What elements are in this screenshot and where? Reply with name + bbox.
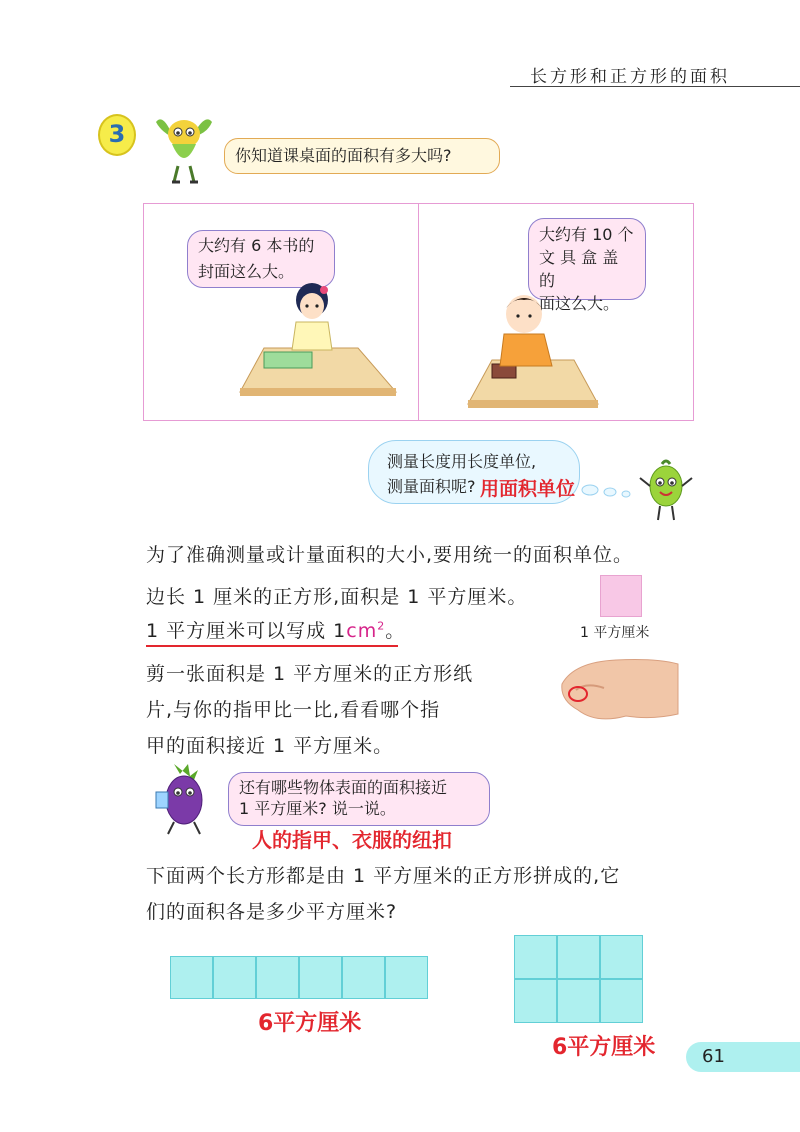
grid-cell <box>557 979 600 1023</box>
grid-cell <box>600 979 643 1023</box>
question2-line: 们的面积各是多少平方厘米? <box>146 901 398 923</box>
grid-cell <box>514 979 557 1023</box>
notation-prefix: 1 平方厘米可以写成 1 <box>146 620 347 642</box>
notation-suffix: 。 <box>385 620 406 642</box>
grid-cell <box>557 935 600 979</box>
girl-speech-bubble <box>187 230 335 288</box>
page-number: 61 <box>702 1046 725 1067</box>
handwritten-eggplant-answer: 人的指甲、衣服的纽扣 <box>252 828 452 852</box>
unit-intro-line: 为了准确测量或计量面积的大小,要用统一的面积单位。 <box>146 544 634 566</box>
paragraph-line: 甲的面积接近 1 平方厘米。 <box>146 735 394 757</box>
boy-speech-line: 面这么大。 <box>539 294 620 313</box>
grid-cell <box>385 956 428 999</box>
grid-cell <box>299 956 342 999</box>
unit-exponent: 2 <box>377 619 386 633</box>
girl-at-desk-illustration <box>236 282 416 397</box>
illustration-divider <box>418 203 419 421</box>
eggplant-mascot-icon <box>144 758 224 836</box>
grid-cell <box>514 935 557 979</box>
paragraph-line: 剪一张面积是 1 平方厘米的正方形纸 <box>146 663 474 685</box>
girl-speech-line: 封面这么大。 <box>198 262 295 281</box>
handwritten-answer-right: 6平方厘米 <box>552 1035 656 1060</box>
boy-speech-line: 大约有 10 个 <box>539 225 634 244</box>
handwritten-hint-answer: 用面积单位 <box>480 478 576 500</box>
example-number-badge: 3 <box>98 114 136 156</box>
grid-cell <box>213 956 256 999</box>
grid-cell <box>600 935 643 979</box>
notation-line <box>146 616 405 643</box>
question-bubble <box>224 138 500 174</box>
handwritten-answer-left: 6平方厘米 <box>258 1011 362 1036</box>
one-square-cm-example <box>600 575 642 617</box>
eggplant-speech-line: 1 平方厘米? 说一说。 <box>239 799 396 818</box>
pepper-mascot-icon <box>636 458 696 528</box>
boy-at-desk-illustration <box>462 286 622 411</box>
eggplant-speech-bubble <box>228 772 490 826</box>
grid-cell <box>256 956 299 999</box>
girl-speech-line: 大约有 6 本书的 <box>198 236 315 255</box>
square-definition-line: 边长 1 厘米的正方形,面积是 1 平方厘米。 <box>146 586 528 608</box>
chapter-title: 长方形和正方形的面积 <box>530 67 730 87</box>
red-underline <box>146 645 398 647</box>
corn-mascot-icon <box>150 110 220 190</box>
hand-photo <box>556 654 682 726</box>
grid-cell <box>170 956 213 999</box>
paragraph-line: 片,与你的指甲比一比,看看哪个指 <box>146 699 441 721</box>
question2-text <box>146 858 620 930</box>
hint-line: 测量长度用长度单位, <box>387 452 537 471</box>
eggplant-speech-line: 还有哪些物体表面的面积接近 <box>239 778 448 797</box>
boy-speech-line: 文 具 盒 盖 的 <box>539 248 619 290</box>
hint-line: 测量面积呢? <box>387 477 476 496</box>
question-text: 你知道课桌面的面积有多大吗? <box>235 146 452 165</box>
question2-line: 下面两个长方形都是由 1 平方厘米的正方形拼成的,它 <box>146 865 621 887</box>
header-rule <box>510 86 800 87</box>
rectangle-2x3-grid <box>514 935 643 1023</box>
grid-cell <box>342 956 385 999</box>
square-caption: 1 平方厘米 <box>580 625 650 641</box>
unit-cm: cm <box>346 620 378 642</box>
rectangle-1x6-grid <box>170 956 428 999</box>
fingernail-paragraph <box>146 656 473 764</box>
